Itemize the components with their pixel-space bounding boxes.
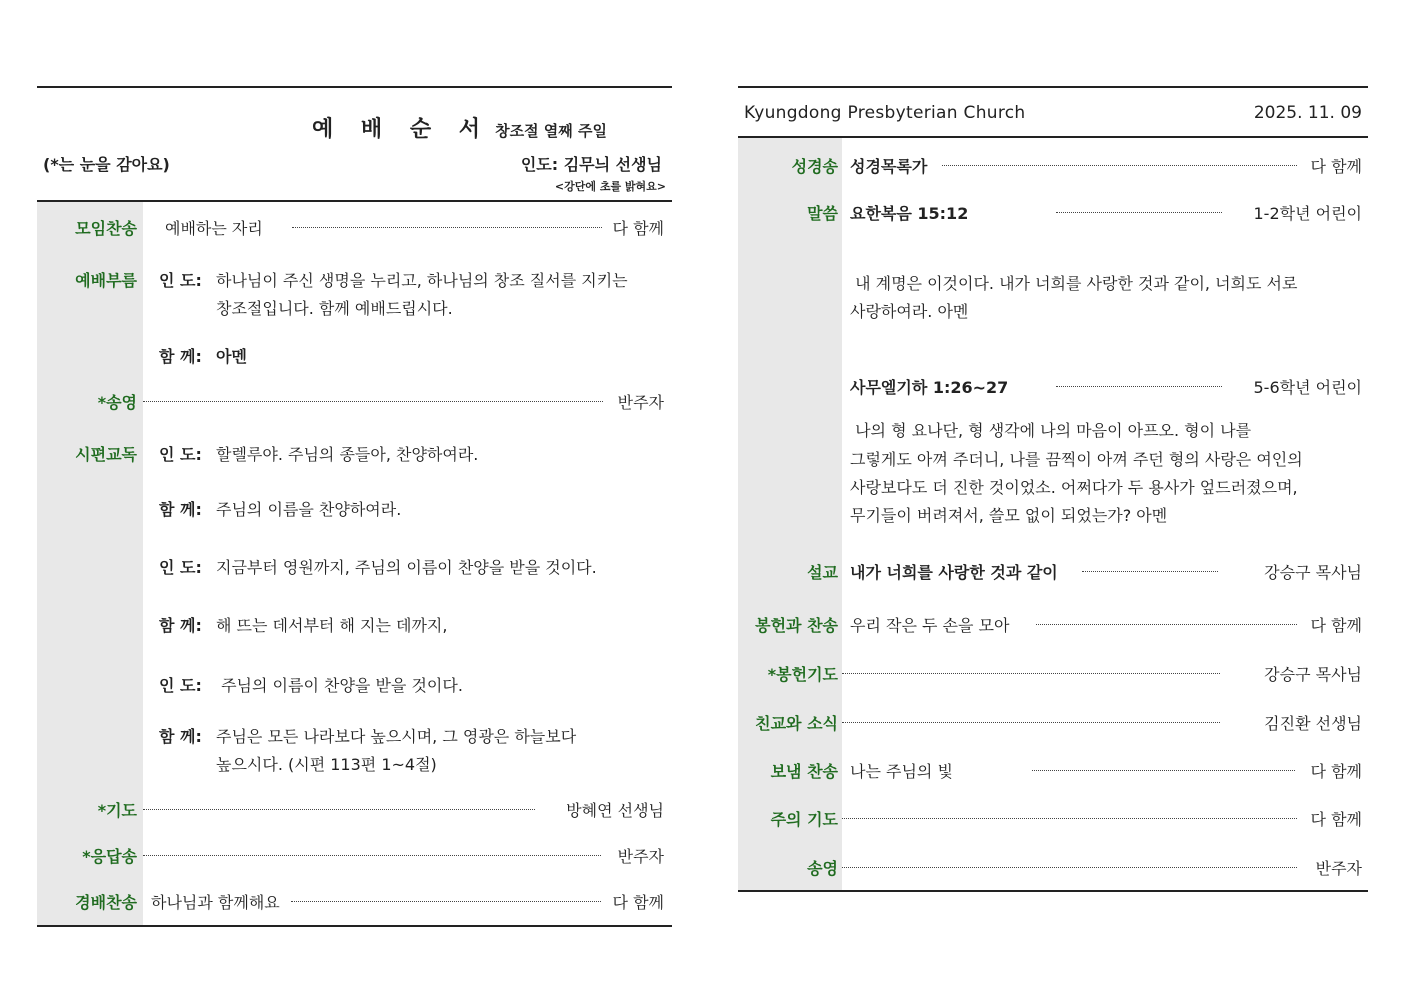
leader-name: 인도: 김무늬 선생님 (520, 155, 662, 174)
leader-dots (143, 809, 535, 810)
call-leader-line-2: 창조절입니다. 함께 예배드립시다. (216, 299, 453, 318)
lords-prayer-label: 주의 기도 (770, 810, 838, 829)
psalm-line: 지금부터 영원까지, 주님의 이름이 찬양을 받을 것이다. (216, 558, 597, 577)
response-song-who: 반주자 (617, 847, 664, 866)
bible-song-title: 성경목록가 (850, 157, 928, 176)
worship-hymn-label: 경배찬송 (75, 893, 137, 912)
psalm-tag: 인 도: (159, 445, 202, 464)
worship-hymn-who: 다 함께 (612, 893, 664, 912)
fellowship-who: 김진환 선생님 (1264, 714, 1362, 733)
leader-dots (1036, 624, 1297, 625)
leader-dots (842, 722, 1220, 723)
fellowship-label: 친교와 소식 (755, 714, 838, 733)
sending-hymn-who: 다 함께 (1310, 762, 1362, 781)
leader-dots (842, 673, 1220, 674)
worship-title-block (312, 112, 607, 143)
scripture-text-line: 내 계명은 이것이다. 내가 너희를 사랑한 것과 같이, 너희도 서로 (850, 274, 1298, 293)
scripture-text-line: 나의 형 요나단, 형 생각에 나의 마음이 아프오. 형이 나를 (850, 421, 1252, 440)
leader-dots (1032, 770, 1295, 771)
psalm-tag: 인 도: (159, 558, 202, 577)
eyes-closed-note: (*는 눈을 감아요) (43, 155, 170, 174)
prayer-who: 방혜연 선생님 (566, 801, 664, 820)
psalm-line: 주님의 이름이 찬양을 받을 것이다. (216, 676, 463, 695)
worship-hymn-title: 하나님과 함께해요 (151, 893, 280, 912)
response-song-label: *응답송 (82, 847, 137, 866)
offering-prayer-label: *봉헌기도 (767, 665, 838, 684)
psalm-tag: 함 께: (159, 616, 202, 635)
scripture-label: 말씀 (807, 204, 838, 223)
sending-hymn-title: 나는 주님의 빛 (850, 762, 953, 781)
church-name: Kyungdong Presbyterian Church (744, 103, 1026, 123)
scripture-reference-2: 사무엘기하 1:26~27 (850, 378, 1009, 397)
prayer-label: *기도 (97, 801, 137, 820)
sermon-label: 설교 (807, 563, 838, 582)
bottom-rule (37, 925, 672, 927)
doxology-label: 송영 (807, 859, 838, 878)
top-rule (37, 86, 672, 88)
call-to-worship-label: 예배부름 (75, 271, 137, 290)
page-title: 예 배 순 서 (312, 117, 490, 142)
page-subtitle: 창조절 열째 주일 (495, 122, 607, 140)
sermon-title: 내가 너희를 사랑한 것과 같이 (850, 563, 1058, 582)
psalm-tag: 인 도: (159, 676, 202, 695)
leader-dots (842, 867, 1297, 868)
scripture-reader-2: 5-6학년 어린이 (1253, 378, 1362, 397)
doxology-who: 반주자 (1315, 859, 1362, 878)
scripture-text-line: 그렇게도 아껴 주더니, 나를 끔찍이 아껴 주던 형의 사랑은 여인의 (850, 450, 1303, 469)
bible-song-who: 다 함께 (1310, 157, 1362, 176)
offering-hymn-title: 우리 작은 두 손을 모아 (850, 616, 1010, 635)
psalm-reading-label: 시편교독 (75, 445, 137, 464)
leader-dots (1056, 386, 1222, 387)
psalm-line: 할렐루야. 주님의 종들아, 찬양하여라. (216, 445, 479, 464)
gathering-hymn-who: 다 함께 (612, 219, 664, 238)
leader-dots (143, 855, 601, 856)
scripture-reader: 1-2학년 어린이 (1253, 204, 1362, 223)
leader-dots (1056, 212, 1222, 213)
psalm-reference: 높으시다. (시편 113편 1~4절) (216, 755, 437, 774)
bottom-rule (738, 890, 1368, 892)
leader-dots (842, 818, 1297, 819)
leader-dots (942, 165, 1297, 166)
all-tag: 함 께: (159, 347, 202, 366)
order-of-worship-left-page (37, 86, 672, 927)
sending-hymn-label: 보냄 찬송 (770, 762, 838, 781)
psalm-line: 주님의 이름을 찬양하여라. (216, 500, 402, 519)
gathering-hymn-label: 모임찬송 (75, 219, 137, 238)
psalm-line: 주님은 모든 나라보다 높으시며, 그 영광은 하늘보다 (216, 727, 577, 746)
sermon-preacher: 강승구 목사님 (1264, 563, 1362, 582)
offering-prayer-who: 강승구 목사님 (1264, 665, 1362, 684)
doxology-label: *송영 (97, 393, 137, 412)
call-all-response: 아멘 (216, 347, 247, 366)
gathering-hymn-title: 예배하는 자리 (165, 219, 263, 238)
lords-prayer-who: 다 함께 (1310, 810, 1362, 829)
scripture-text-line: 무기들이 버려져서, 쓸모 없이 되었는가? 아멘 (850, 506, 1168, 525)
leader-tag: 인 도: (159, 271, 202, 290)
psalm-tag: 함 께: (159, 727, 202, 746)
psalm-tag: 함 께: (159, 500, 202, 519)
order-of-worship-right-page (738, 86, 1368, 892)
offering-label: 봉헌과 찬송 (755, 616, 838, 635)
leader-dots (1082, 571, 1218, 572)
service-date: 2025. 11. 09 (1253, 103, 1362, 123)
scripture-text-line: 사랑보다도 더 진한 것이었소. 어쩌다가 두 용사가 엎드러졌으며, (850, 478, 1298, 497)
call-leader-line: 하나님이 주신 생명을 누리고, 하나님의 창조 질서를 지키는 (216, 271, 628, 290)
offering-who: 다 함께 (1310, 616, 1362, 635)
doxology-who: 반주자 (617, 393, 664, 412)
leader-dots (143, 401, 603, 402)
scripture-text-line: 사랑하여라. 아멘 (850, 302, 969, 321)
top-rule (738, 86, 1368, 88)
bible-song-label: 성경송 (791, 157, 838, 176)
scripture-reference: 요한복음 15:12 (850, 204, 969, 223)
psalm-line: 해 뜨는 데서부터 해 지는 데까지, (216, 616, 448, 635)
candle-note: <강단에 초를 밝혀요> (554, 180, 666, 193)
leader-dots (291, 901, 601, 902)
leader-dots (292, 227, 602, 228)
